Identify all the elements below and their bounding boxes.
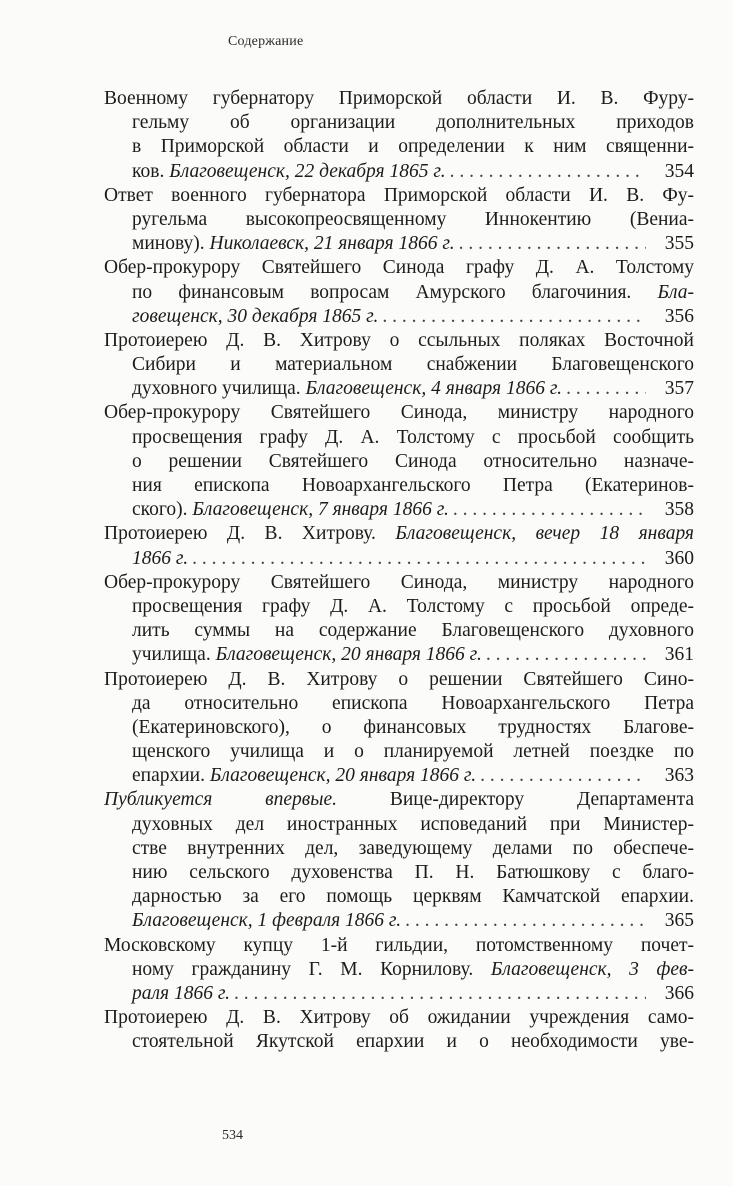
- toc-entry-line: ному гражданину Г. М. Корнилову. Благовещенск, 3 фев-: [132, 958, 694, 980]
- toc-entry: [104, 934, 694, 1007]
- toc-entry-line: Обер-прокурору Святейшего Синода, министру народного: [104, 402, 694, 424]
- dot-leader: [405, 909, 646, 933]
- toc-entry-line: [104, 377, 694, 401]
- toc-page-ref: 356: [664, 305, 694, 327]
- toc-page-ref: 357: [664, 378, 694, 400]
- toc-entry-line: стве внутренних дел, заведующему делами по обеспече-: [132, 837, 694, 859]
- toc-entry: [104, 329, 694, 402]
- toc-entry-text: училища. Благовещенск, 20 января 1866 г.: [132, 644, 482, 666]
- toc-entry-line: Обер-прокурору Святейшего Синода, министру народного: [104, 571, 694, 593]
- toc-entry-line: дарностью за его помощь церквям Камчатской епархии.: [132, 886, 694, 908]
- toc-entry-line: ругельма высокопреосвященному Иннокентию (Вениа-: [132, 208, 694, 230]
- toc-entry-line: [104, 305, 694, 329]
- running-head: Содержание: [228, 34, 304, 49]
- toc-entry-line: лить суммы на содержание Благовещенского духовного: [132, 620, 694, 642]
- toc-entry-line: [104, 160, 694, 184]
- toc-entry-line: просвещения графу Д. А. Толстому с просьбой сообщить: [132, 426, 694, 448]
- toc-entry-line: духовных дел иностранных исповеданий при Министер-: [132, 813, 694, 835]
- dot-leader: [453, 498, 646, 522]
- toc-entry-line: стоятельной Якутской епархии и о необходимости уве-: [132, 1031, 694, 1053]
- dot-leader: [450, 160, 646, 184]
- page-number: 534: [222, 1128, 243, 1143]
- toc-entry-line: [104, 982, 694, 1006]
- toc-entry: [104, 1006, 694, 1054]
- toc-entry-line: нию сельского духовенства П. Н. Батюшкову с благо-: [132, 862, 694, 883]
- dot-leader: [192, 547, 646, 571]
- toc-entry-line: да относительно епископа Новоархангельского Петра: [132, 692, 694, 714]
- toc-entry-text: ков. Благовещенск, 22 декабря 1865 г.: [132, 160, 446, 182]
- toc-entry: [104, 87, 694, 184]
- toc-page-ref: 355: [664, 233, 694, 255]
- toc-entry-line: ния епископа Новоархангельского Петра (Екатеринов-: [132, 475, 694, 496]
- toc-entry-text: Благовещенск, 1 февраля 1866 г.: [132, 910, 402, 932]
- toc-entry-line: Протоиерею Д. В. Хитрову. Благовещенск, вечер 18 января: [104, 523, 694, 545]
- toc-entry-text: раля 1866 г.: [132, 982, 231, 1004]
- toc-entry: [104, 401, 694, 522]
- toc-page-ref: 366: [664, 982, 694, 1004]
- toc-page-ref: 363: [664, 765, 694, 787]
- toc-entry-line: Публикуется впервые. Вице-директору Департамента: [104, 789, 694, 811]
- dot-leader: [480, 764, 646, 788]
- dot-leader: [459, 232, 646, 256]
- toc-page-ref: 365: [664, 910, 694, 932]
- dot-leader: [382, 305, 646, 329]
- toc-entry-line: Протоиерею Д. В. Хитрову об ожидании учреждения само-: [104, 1007, 694, 1029]
- toc-entry-text: епархии. Благовещенск, 20 января 1866 г.: [132, 765, 477, 787]
- toc-entry: [104, 184, 694, 257]
- toc-entry-text: ского). Благовещенск, 7 января 1866 г.: [132, 499, 449, 521]
- toc-entry-line: [104, 498, 694, 522]
- toc-entry-line: Протоиерею Д. В. Хитрову о ссыльных поляках Восточной: [104, 329, 694, 351]
- toc-entry-line: просвещения графу Д. А. Толстому с просьбой опреде-: [132, 595, 694, 617]
- toc-entry-line: щенского училища и о планируемой летней поездке по: [132, 741, 694, 763]
- toc-entry-line: Московскому купцу 1-й гильдии, потомственному почет-: [104, 934, 694, 956]
- toc-page-ref: 354: [664, 160, 694, 182]
- toc-page-ref: 358: [664, 499, 694, 521]
- dot-leader: [566, 377, 646, 401]
- toc-entry-line: [104, 232, 694, 256]
- toc-entry: [104, 256, 694, 329]
- toc-entry-text: 1866 г.: [132, 547, 189, 569]
- toc-entry-line: [104, 909, 694, 933]
- toc-entry-line: (Екатериновского), о финансовых трудностях Благове-: [132, 716, 694, 738]
- toc-entry: [104, 571, 694, 668]
- toc-entry-line: [104, 764, 694, 788]
- toc-entry-line: гельму об организации дополнительных приходов: [132, 112, 694, 134]
- toc-entry-line: Военному губернатору Приморской области И. В. Фуру-: [104, 88, 694, 109]
- table-of-contents: [104, 87, 694, 1055]
- dot-leader: [486, 643, 646, 667]
- toc-page-ref: 361: [664, 644, 694, 666]
- toc-entry-line: [104, 547, 694, 571]
- toc-entry-line: Сибири и материальном снабжении Благовещенского: [132, 354, 694, 376]
- toc-entry: [104, 788, 694, 933]
- toc-entry-line: Обер-прокурору Святейшего Синода графу Д. А. Толстому: [104, 257, 694, 279]
- toc-page-ref: 360: [664, 547, 694, 569]
- toc-entry: [104, 668, 694, 789]
- toc-entry-line: по финансовым вопросам Амурского благочиния. Бла-: [132, 281, 694, 303]
- toc-entry-line: Протоиерею Д. В. Хитрову о решении Святейшего Сино-: [104, 668, 694, 690]
- toc-entry-text: минову). Николаевск, 21 января 1866 г.: [132, 233, 455, 255]
- toc-entry-text: говещенск, 30 декабря 1865 г.: [132, 305, 379, 327]
- toc-entry-line: о решении Святейшего Синода относительно назначе-: [132, 450, 694, 472]
- toc-entry-line: Ответ военного губернатора Приморской области И. В. Фу-: [104, 184, 694, 206]
- dot-leader: [234, 982, 646, 1006]
- toc-entry: [104, 522, 694, 570]
- toc-entry-text: духовного училища. Благовещенск, 4 января 1866 г.: [132, 378, 563, 400]
- toc-entry-line: в Приморской области и определении к ним священни-: [132, 136, 694, 158]
- toc-entry-line: [104, 643, 694, 667]
